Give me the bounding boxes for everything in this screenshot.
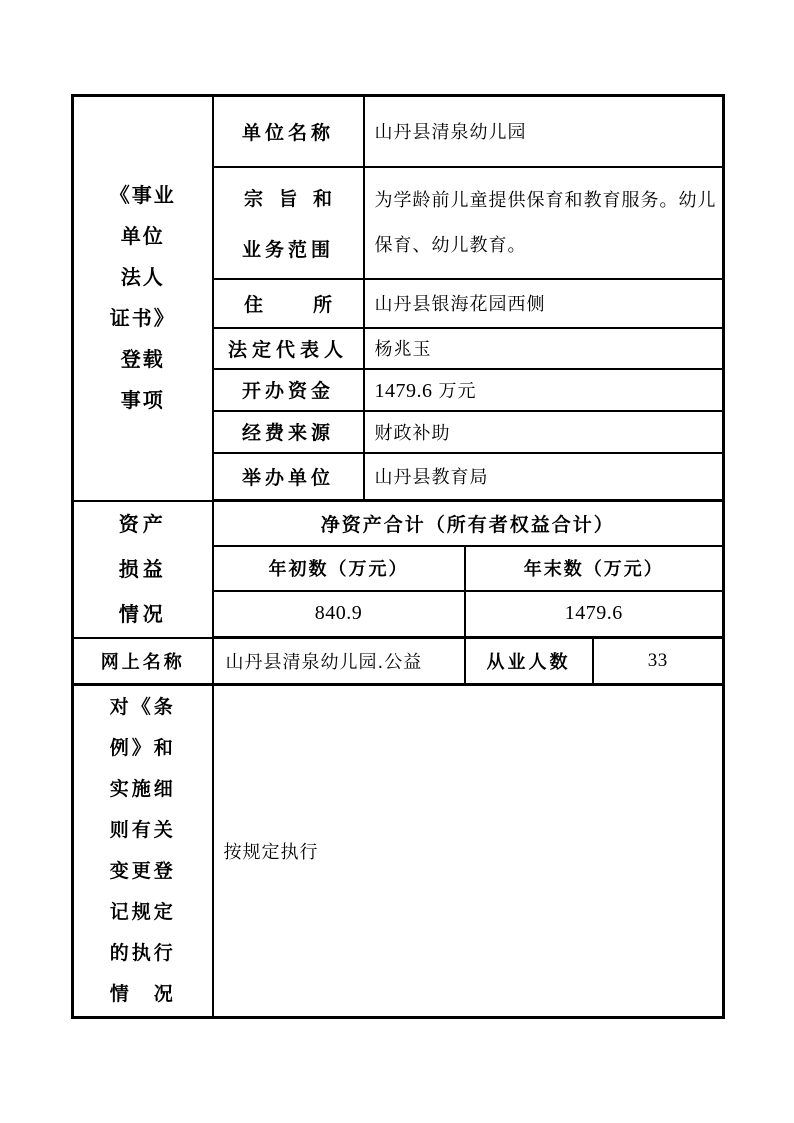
address-label-cell: [213, 279, 364, 328]
mission-label: [214, 184, 363, 262]
cert-header-line: 《事业: [109, 183, 176, 208]
cert-header-line: 法人: [120, 265, 165, 290]
cert-header-line: 证书》: [109, 306, 176, 331]
legal-rep-value: 杨兆玉: [364, 328, 724, 369]
mission-label-char: 宗: [244, 187, 264, 210]
compliance-header-line: 对《条: [109, 696, 176, 718]
assets-header-line: 损益: [118, 556, 167, 581]
assets-section-header: [73, 501, 213, 638]
online-name-value: 山丹县清泉幼儿园.公益: [213, 638, 465, 685]
online-name-label: 网上名称: [73, 638, 213, 685]
compliance-header-line: 实施细: [109, 778, 176, 800]
year-end-value: 1479.6: [465, 591, 724, 638]
organizer-label: 举办单位: [213, 453, 364, 501]
funding-label: 经费来源: [213, 411, 364, 453]
unit-name-value: 山丹县清泉幼儿园: [364, 96, 724, 167]
organizer-value: 山丹县教育局: [364, 453, 724, 501]
mission-label-line1: [244, 184, 332, 211]
mission-label-char: 旨: [278, 187, 298, 210]
compliance-header-line: 记规定: [109, 901, 176, 923]
compliance-header-line: 变更登: [109, 860, 176, 882]
assets-header-line: 资产: [118, 511, 167, 536]
mission-label-cell: [213, 167, 364, 279]
net-assets-title: 净资产合计（所有者权益合计）: [213, 501, 724, 547]
cert-header-line: 登载: [120, 347, 165, 372]
mission-label-line2: 业务范围: [241, 238, 334, 261]
mission-value-cell: [364, 167, 724, 279]
address-label-char: 住: [244, 293, 264, 316]
capital-label: 开办资金: [213, 369, 364, 411]
mission-label-char: 和: [312, 187, 332, 210]
capital-value-cell: [364, 369, 724, 411]
address-label: [244, 290, 332, 317]
unit-name-label: 单位名称: [213, 96, 364, 167]
mission-value-line2: 保育、幼儿教育。: [374, 234, 527, 256]
compliance-value: 按规定执行: [213, 685, 724, 1018]
registration-table: [71, 94, 725, 1019]
capital-amount: 1479.6: [374, 379, 433, 402]
year-start-col-header: 年初数（万元）: [213, 546, 465, 591]
year-start-value: 840.9: [213, 591, 465, 638]
assets-header-line: 情况: [118, 601, 167, 626]
address-label-char: 所: [312, 293, 332, 316]
legal-rep-label: 法定代表人: [213, 328, 364, 369]
capital-unit: 万元: [438, 380, 477, 402]
compliance-header-line: 则有关: [109, 819, 176, 841]
mission-value-line1: 为学龄前儿童提供保育和教育服务。幼儿: [374, 189, 717, 211]
cert-header-line: 单位: [120, 224, 165, 249]
compliance-header-line: 情 况: [109, 983, 176, 1005]
cert-header-line: 事项: [120, 388, 165, 413]
funding-value: 财政补助: [364, 411, 724, 453]
staff-count-label: 从业人数: [465, 638, 593, 685]
address-value: 山丹县银海花园西侧: [364, 279, 724, 328]
compliance-header-line: 例》和: [109, 737, 176, 759]
certificate-section-header: [73, 96, 213, 501]
year-end-col-header: 年末数（万元）: [465, 546, 724, 591]
compliance-header-line: 的执行: [109, 942, 176, 964]
compliance-section-header: [73, 685, 213, 1018]
staff-count-value: 33: [593, 638, 724, 685]
